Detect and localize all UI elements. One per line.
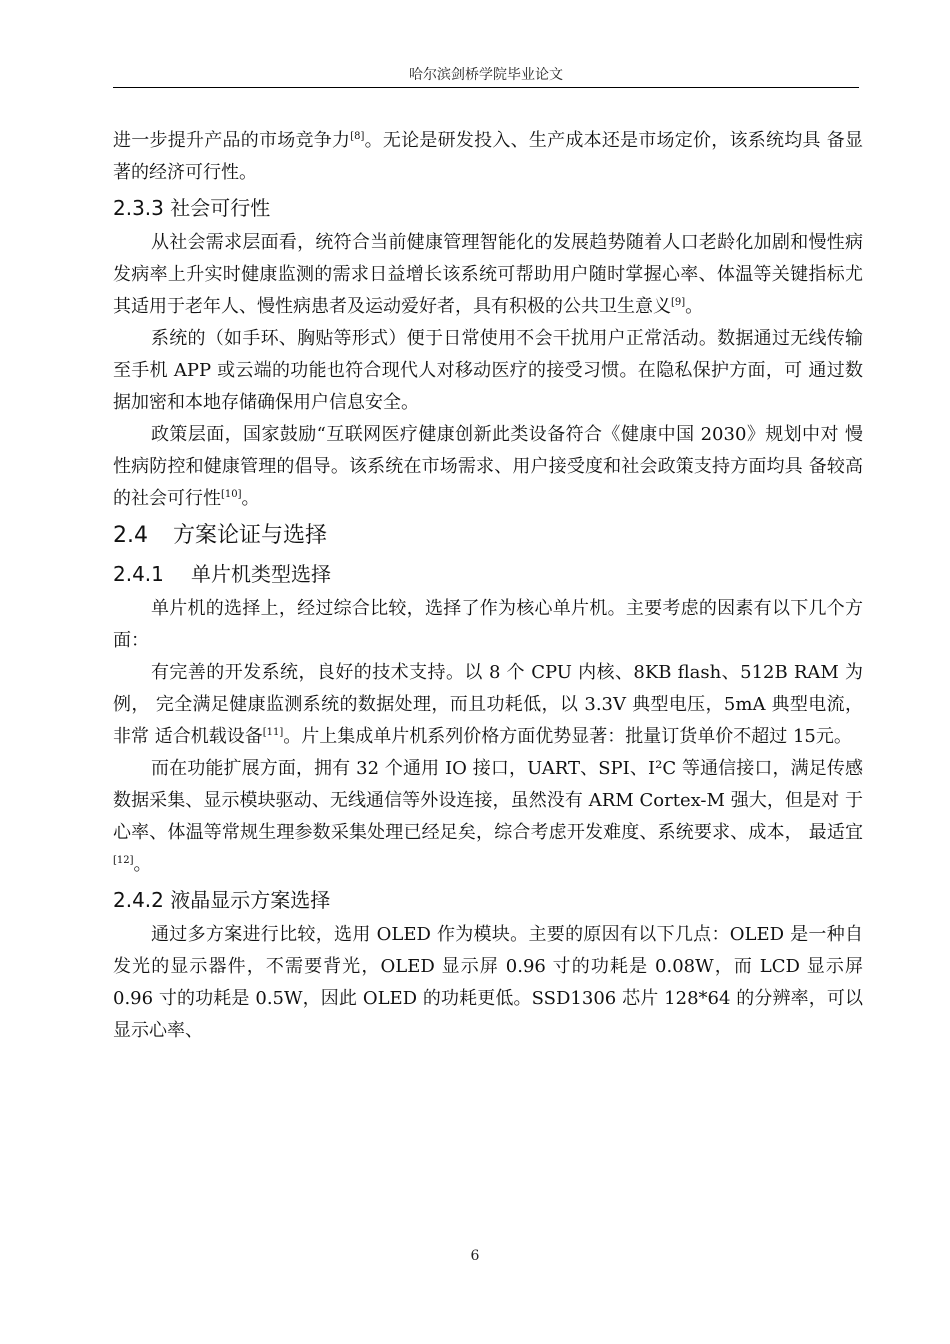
page-header: 哈尔滨剑桥学院毕业论文 (409, 67, 563, 83)
citation-ref: [11] (262, 727, 284, 738)
section-title: 社会可行性 (170, 196, 271, 220)
paragraph-text: 有完善的开发系统，良好的技术支持。以 8 个 CPU 内核、8KB flash、512B RAM 为例， 完全满足健康监测系统的数据处理，而且功耗低，以 3.3V 典型电压，5mA 典型电流，非常 适合机载设备 (113, 662, 863, 747)
section-heading-2-4 (113, 515, 863, 555)
paragraph-mcu-specs (113, 657, 863, 753)
section-heading-2-3-3 (113, 189, 863, 227)
paragraph-text: 而在功能扩展方面，拥有 32 个通用 IO 接口，UART、SPI、I²C 等通信接口，满足传感 数据采集、显示模块驱动、无线通信等外设连接，虽然没有 ARM Cortex-M 强大，但是对 于心率、体温等常规生理参数采集处理已经足矣，综合考虑开发难度、系统要求、成本， 最适宜 (113, 758, 863, 843)
citation-ref: [8] (350, 131, 365, 142)
paragraph-display-selection (113, 919, 863, 1047)
paragraph-policy (113, 419, 863, 515)
section-number: 2.4.2 (113, 888, 164, 912)
page-number: 6 (470, 1248, 480, 1264)
section-number: 2.4 (113, 523, 148, 548)
paragraph-text: 。 (241, 488, 260, 509)
paragraph-text: 。片上集成单片机系列价格方面优势显著：批量订货单价不超过 15元。 (283, 726, 852, 747)
section-title: 液晶显示方案选择 (170, 888, 331, 912)
paragraph-text: 。 (685, 296, 704, 317)
document-body (113, 125, 863, 1047)
paragraph-economic-conclusion (113, 125, 863, 189)
paragraph-social-demand (113, 227, 863, 323)
citation-ref: [10] (221, 489, 242, 500)
section-number: 2.3.3 (113, 196, 164, 220)
paragraph-mcu-selection (113, 593, 863, 657)
paragraph-mcu-expansion (113, 753, 863, 881)
paragraph-text: 。无论是研发投入、生产成本还是市场定价，该系统均具 备显著的经济可行性。 (113, 130, 863, 183)
citation-ref: [9] (671, 297, 686, 308)
paragraph-text: 进一步提升产品的市场竞争力 (113, 130, 351, 151)
header-divider (113, 87, 859, 88)
section-heading-2-4-1 (113, 555, 863, 593)
section-title: 方案论证与选择 (173, 523, 328, 548)
paragraph-text: 政策层面，国家鼓励“互联网医疗健康创新此类设备符合《健康中国 2030》规划中对 慢性病防控和健康管理的倡导。该系统在市场需求、用户接受度和社会政策支持方面均具 备较高的社会可行性 (113, 424, 863, 509)
paragraph-text: 从社会需求层面看，统符合当前健康管理智能化的发展趋势随着人口老龄化加剧和慢性病发病率上升实时健康监测的需求日益增长该系统可帮助用户随时掌握心率、体温等关键指标尤其适用于老年人、慢性病患者及运动爱好者，具有积极的公共卫生意义 (113, 232, 863, 317)
paragraph-user-acceptance (113, 323, 863, 419)
citation-ref: [12] (113, 855, 134, 866)
section-title: 单片机类型选择 (191, 562, 331, 586)
paragraph-text: 。 (133, 854, 152, 875)
paragraph-text: 通过多方案进行比较，选用 OLED 作为模块。主要的原因有以下几点：OLED 是一种自 发光的显示器件，不需要背光，OLED 显示屏 0.96 寸的功耗是 0.08W，而 LCD 显示屏 0.96 寸的功耗是 0.5W，因此 OLED 的功耗更低。SSD1306 芯片 128*64 的分辨率，可以显示心率、 (113, 924, 863, 1041)
section-number: 2.4.1 (113, 562, 164, 586)
section-heading-2-4-2 (113, 881, 863, 919)
paragraph-text: 系统的（如手环、胸贴等形式）便于日常使用不会干扰用户正常活动。数据通过无线传输至手机 APP 或云端的功能也符合现代人对移动医疗的接受习惯。在隐私保护方面，可 通过数据加密和本地存储确保用户信息安全。 (113, 328, 863, 413)
paragraph-text: 单片机的选择上，经过综合比较，选择了作为核心单片机。主要考虑的因素有以下几个方面： (113, 598, 863, 651)
